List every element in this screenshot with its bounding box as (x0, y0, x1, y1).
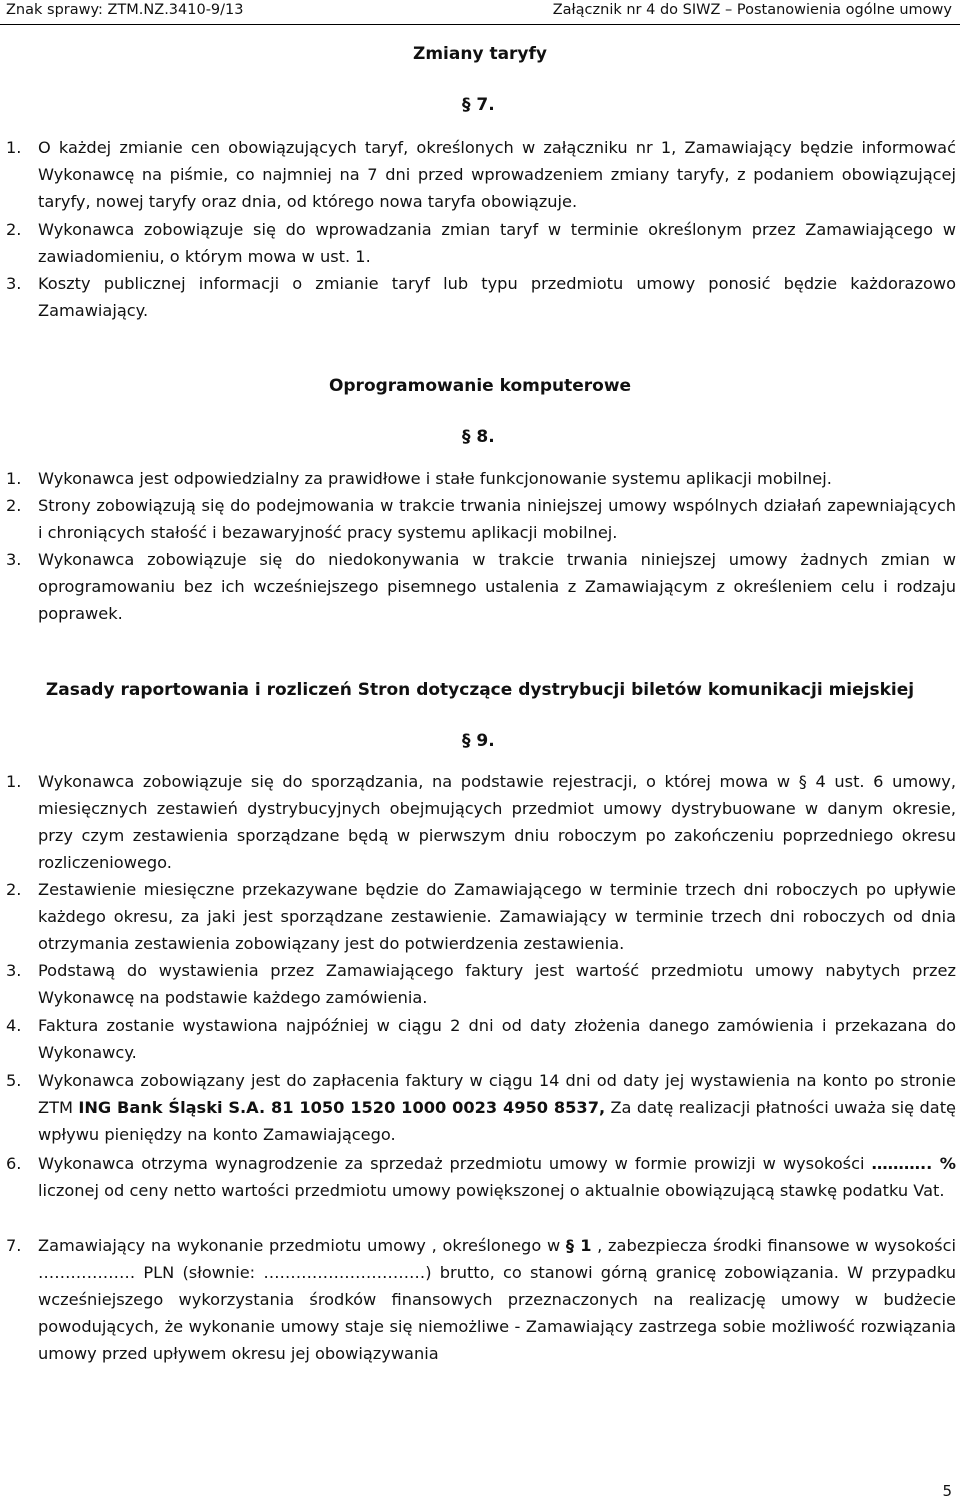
paragraph-number: § 9. (462, 731, 495, 751)
list-item: 1. Wykonawca zobowiązuje się do sporządzania, na podstawie rejestracji, o której mowa w § 4 ust. 6 umowy, miesięcznych zestawień dystrybucyjnych obejmujących przedmiot umowy dystrybuowane w danym okresie, przy czym zestawienia sporządzane będą w pierwszym dniu roboczym po zakończeniu poprzedniego okresu rozliczeniowego. (6, 772, 956, 872)
list-item: 1. O każdej zmianie cen obowiązujących taryf, określonych w załączniku nr 1, Zamawiający będzie informować Wykonawcę na piśmie, co najmniej na 7 dni przed wprowadzeniem zmiany taryfy, z podaniem obowiązującej taryfy, nowej taryfy oraz dnia, od którego nowa taryfa obowiązuje. (6, 138, 956, 211)
commission-blank: ……….. % (871, 1154, 956, 1173)
list-item: 5. Wykonawca zobowiązany jest do zapłacenia faktury w ciągu 14 dni od daty jej wystawienia na konto po stronie ZTM ING Bank Śląski S.A. 81 1050 1520 1000 0023 4950 8537, Za datę realizacji płatności uważa się datę wpływu pieniędzy na konto Zamawiającego. (6, 1071, 957, 1144)
section-title: Oprogramowanie komputerowe (328, 376, 632, 396)
list-item: 4. Faktura zostanie wystawiona najpóźniej w ciągu 2 dni od daty złożenia danego zamówienia i przekazana do Wykonawcy. (6, 1016, 956, 1062)
section-title: Zasady raportowania i rozliczeń Stron dotyczące dystrybucji biletów komunikacji miejskiej (45, 680, 915, 700)
page-number: 5 (942, 1482, 952, 1500)
page-header (0, 0, 960, 25)
list-item: 3. Podstawą do wystawienia przez Zamawiającego faktury jest wartość przedmiotu umowy nabytych przez Wykonawcę na podstawie każdego zamówienia. (6, 961, 956, 1007)
section-title: Zmiany taryfy (413, 44, 547, 64)
case-number: Znak sprawy: ZTM.NZ.3410-9/13 (6, 2, 244, 18)
list-item: 2. Strony zobowiązują się do podejmowania w trakcie trwania niniejszej umowy wspólnych działań zapewniających i chroniących stałość i bezawaryjność pracy systemu aplikacji mobilnej. (6, 496, 956, 542)
list-item: 3. Koszty publicznej informacji o zmianie taryf lub typu przedmiotu umowy ponosić będzie każdorazowo Zamawiający. (6, 274, 956, 320)
list-item: 2. Zestawienie miesięczne przekazywane będzie do Zamawiającego w terminie trzech dni roboczych po upływie każdego okresu, za jaki jest sporządzane zestawienie. Zamawiający w terminie trzech dni roboczych od dnia otrzymania zestawienia zobowiązany jest do potwierdzenia zestawienia. (6, 880, 956, 953)
paragraph-number: § 7. (462, 95, 495, 115)
attachment-label: Załącznik nr 4 do SIWZ – Postanowienia ogólne umowy (552, 2, 952, 18)
list-item: 2. Wykonawca zobowiązuje się do wprowadzania zmian taryf w terminie określonym przez Zamawiającego w zawiadomieniu, o którym mowa w ust. 1. (6, 220, 956, 266)
list-item: 7. Zamawiający na wykonanie przedmiotu umowy , określonego w § 1 , zabezpiecza środki finansowe w wysokości ……………… PLN (słownie: …………………………) brutto, co stanowi górną granicę zobowiązania. W przypadku wcześniejszego wykorzystania środków finansowych przeznaczonych na realizację umowy w budżecie powodujących, że wykonanie umowy staje się niemożliwe - Zamawiający zastrzega sobie możliwość rozwiązania umowy przed upływem okresu jej obowiązywania (6, 1236, 956, 1363)
list-item: 6. Wykonawca otrzyma wynagrodzenie za sprzedaż przedmiotu umowy w formie prowizji w wysokości ……….. % liczonej od ceny netto wartości przedmiotu umowy powiększonej o aktualnie obowiązującą stawkę podatku Vat. (6, 1154, 956, 1200)
list-item: 3. Wykonawca zobowiązuje się do niedokonywania w trakcie trwania niniejszej umowy żadnych zmian w oprogramowaniu bez ich wcześniejszego pisemnego ustalenia z Zamawiającym z określeniem celu i rodzaju poprawek. (6, 550, 956, 623)
bank-account: ING Bank Śląski S.A. 81 1050 1520 1000 0023 4950 8537, (78, 1098, 606, 1117)
paragraph-reference: § 1 (565, 1236, 592, 1255)
list-item: 1. Wykonawca jest odpowiedzialny za prawidłowe i stałe funkcjonowanie systemu aplikacji mobilnej. (6, 469, 832, 488)
paragraph-number: § 8. (462, 427, 495, 447)
